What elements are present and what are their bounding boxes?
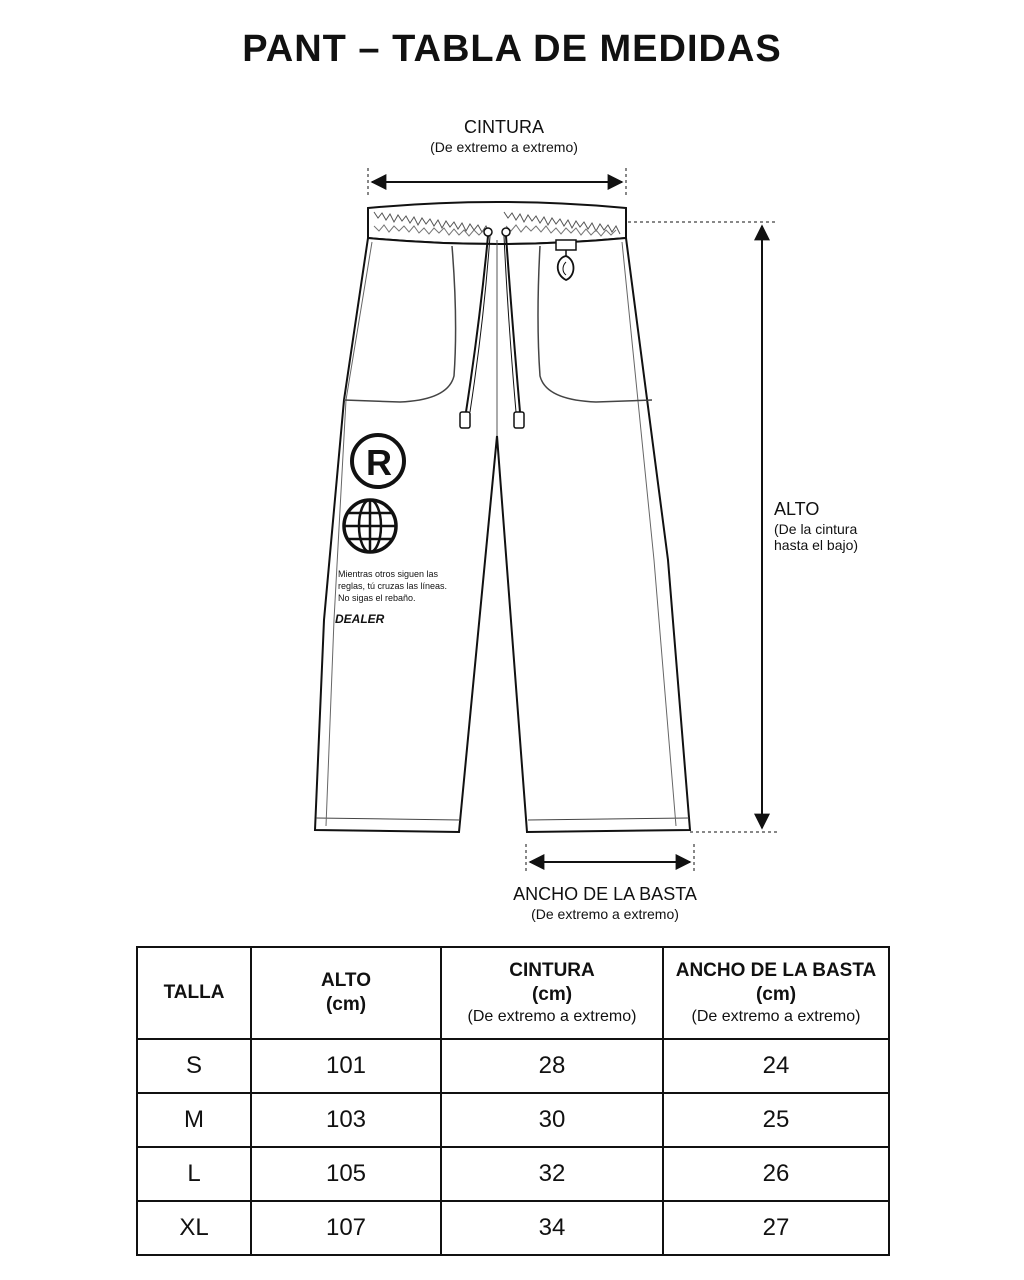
table-row xyxy=(137,1039,889,1093)
cell-alto: 105 xyxy=(251,1147,441,1201)
hem-label-sub: (De extremo a extremo) xyxy=(531,905,679,922)
cell-basta: 24 xyxy=(663,1039,889,1093)
table-row xyxy=(137,1093,889,1147)
header-cintura xyxy=(441,947,663,1039)
size-table xyxy=(136,946,890,1256)
cell-talla: L xyxy=(137,1147,251,1201)
cell-cintura: 32 xyxy=(441,1147,663,1201)
header-basta-sub: (De extremo a extremo) xyxy=(691,1007,861,1025)
header-alto-label: ALTO xyxy=(321,970,371,992)
waist-label-sub: (De extremo a extremo) xyxy=(430,138,578,155)
cell-alto: 107 xyxy=(251,1201,441,1255)
header-basta xyxy=(663,947,889,1039)
cell-basta: 25 xyxy=(663,1093,889,1147)
hem-dimension xyxy=(526,844,694,874)
hem-label xyxy=(480,884,730,922)
height-label-sub-2: hasta el bajo) xyxy=(774,537,859,554)
print-line-1: Mientras otros siguen las xyxy=(338,569,439,579)
waist-label xyxy=(397,117,611,155)
print-line-2: reglas, tú cruzas las líneas. xyxy=(338,581,448,591)
header-alto xyxy=(251,947,441,1039)
globe-icon xyxy=(344,500,396,552)
print-line-3: No sigas el rebaño. xyxy=(338,593,416,603)
registered-glyph: R xyxy=(366,442,392,483)
cell-cintura: 30 xyxy=(441,1093,663,1147)
waist-dimension xyxy=(368,168,626,196)
cell-talla: S xyxy=(137,1039,251,1093)
waistband xyxy=(368,202,626,244)
header-basta-unit: (cm) xyxy=(755,984,797,1005)
page-title: PANT – TABLA DE MEDIDAS xyxy=(242,28,782,70)
table-row xyxy=(137,1147,889,1201)
header-talla-label: TALLA xyxy=(163,982,225,1004)
header-cintura-sub: (De extremo a extremo) xyxy=(467,1007,637,1025)
cell-alto: 103 xyxy=(251,1093,441,1147)
print-brand: DEALER xyxy=(335,612,385,626)
height-label-title: ALTO xyxy=(774,499,820,519)
hem-label-title: ANCHO DE LA BASTA xyxy=(513,884,697,904)
cell-talla: XL xyxy=(137,1201,251,1255)
height-label xyxy=(774,499,904,554)
header-cintura-label: CINTURA xyxy=(509,960,595,982)
table-header-row xyxy=(137,947,889,1039)
table-row xyxy=(137,1201,889,1255)
cell-cintura: 28 xyxy=(441,1039,663,1093)
header-alto-unit: (cm) xyxy=(325,994,367,1015)
registered-icon xyxy=(352,435,404,487)
cell-talla: M xyxy=(137,1093,251,1147)
cell-alto: 101 xyxy=(251,1039,441,1093)
header-cintura-unit: (cm) xyxy=(531,984,573,1005)
cell-cintura: 34 xyxy=(441,1201,663,1255)
header-talla xyxy=(137,947,251,1039)
header-basta-label: ANCHO DE LA BASTA xyxy=(675,960,877,982)
cell-basta: 27 xyxy=(663,1201,889,1255)
waist-label-title: CINTURA xyxy=(464,117,544,137)
cell-basta: 26 xyxy=(663,1147,889,1201)
height-label-sub-1: (De la cintura xyxy=(774,520,858,537)
